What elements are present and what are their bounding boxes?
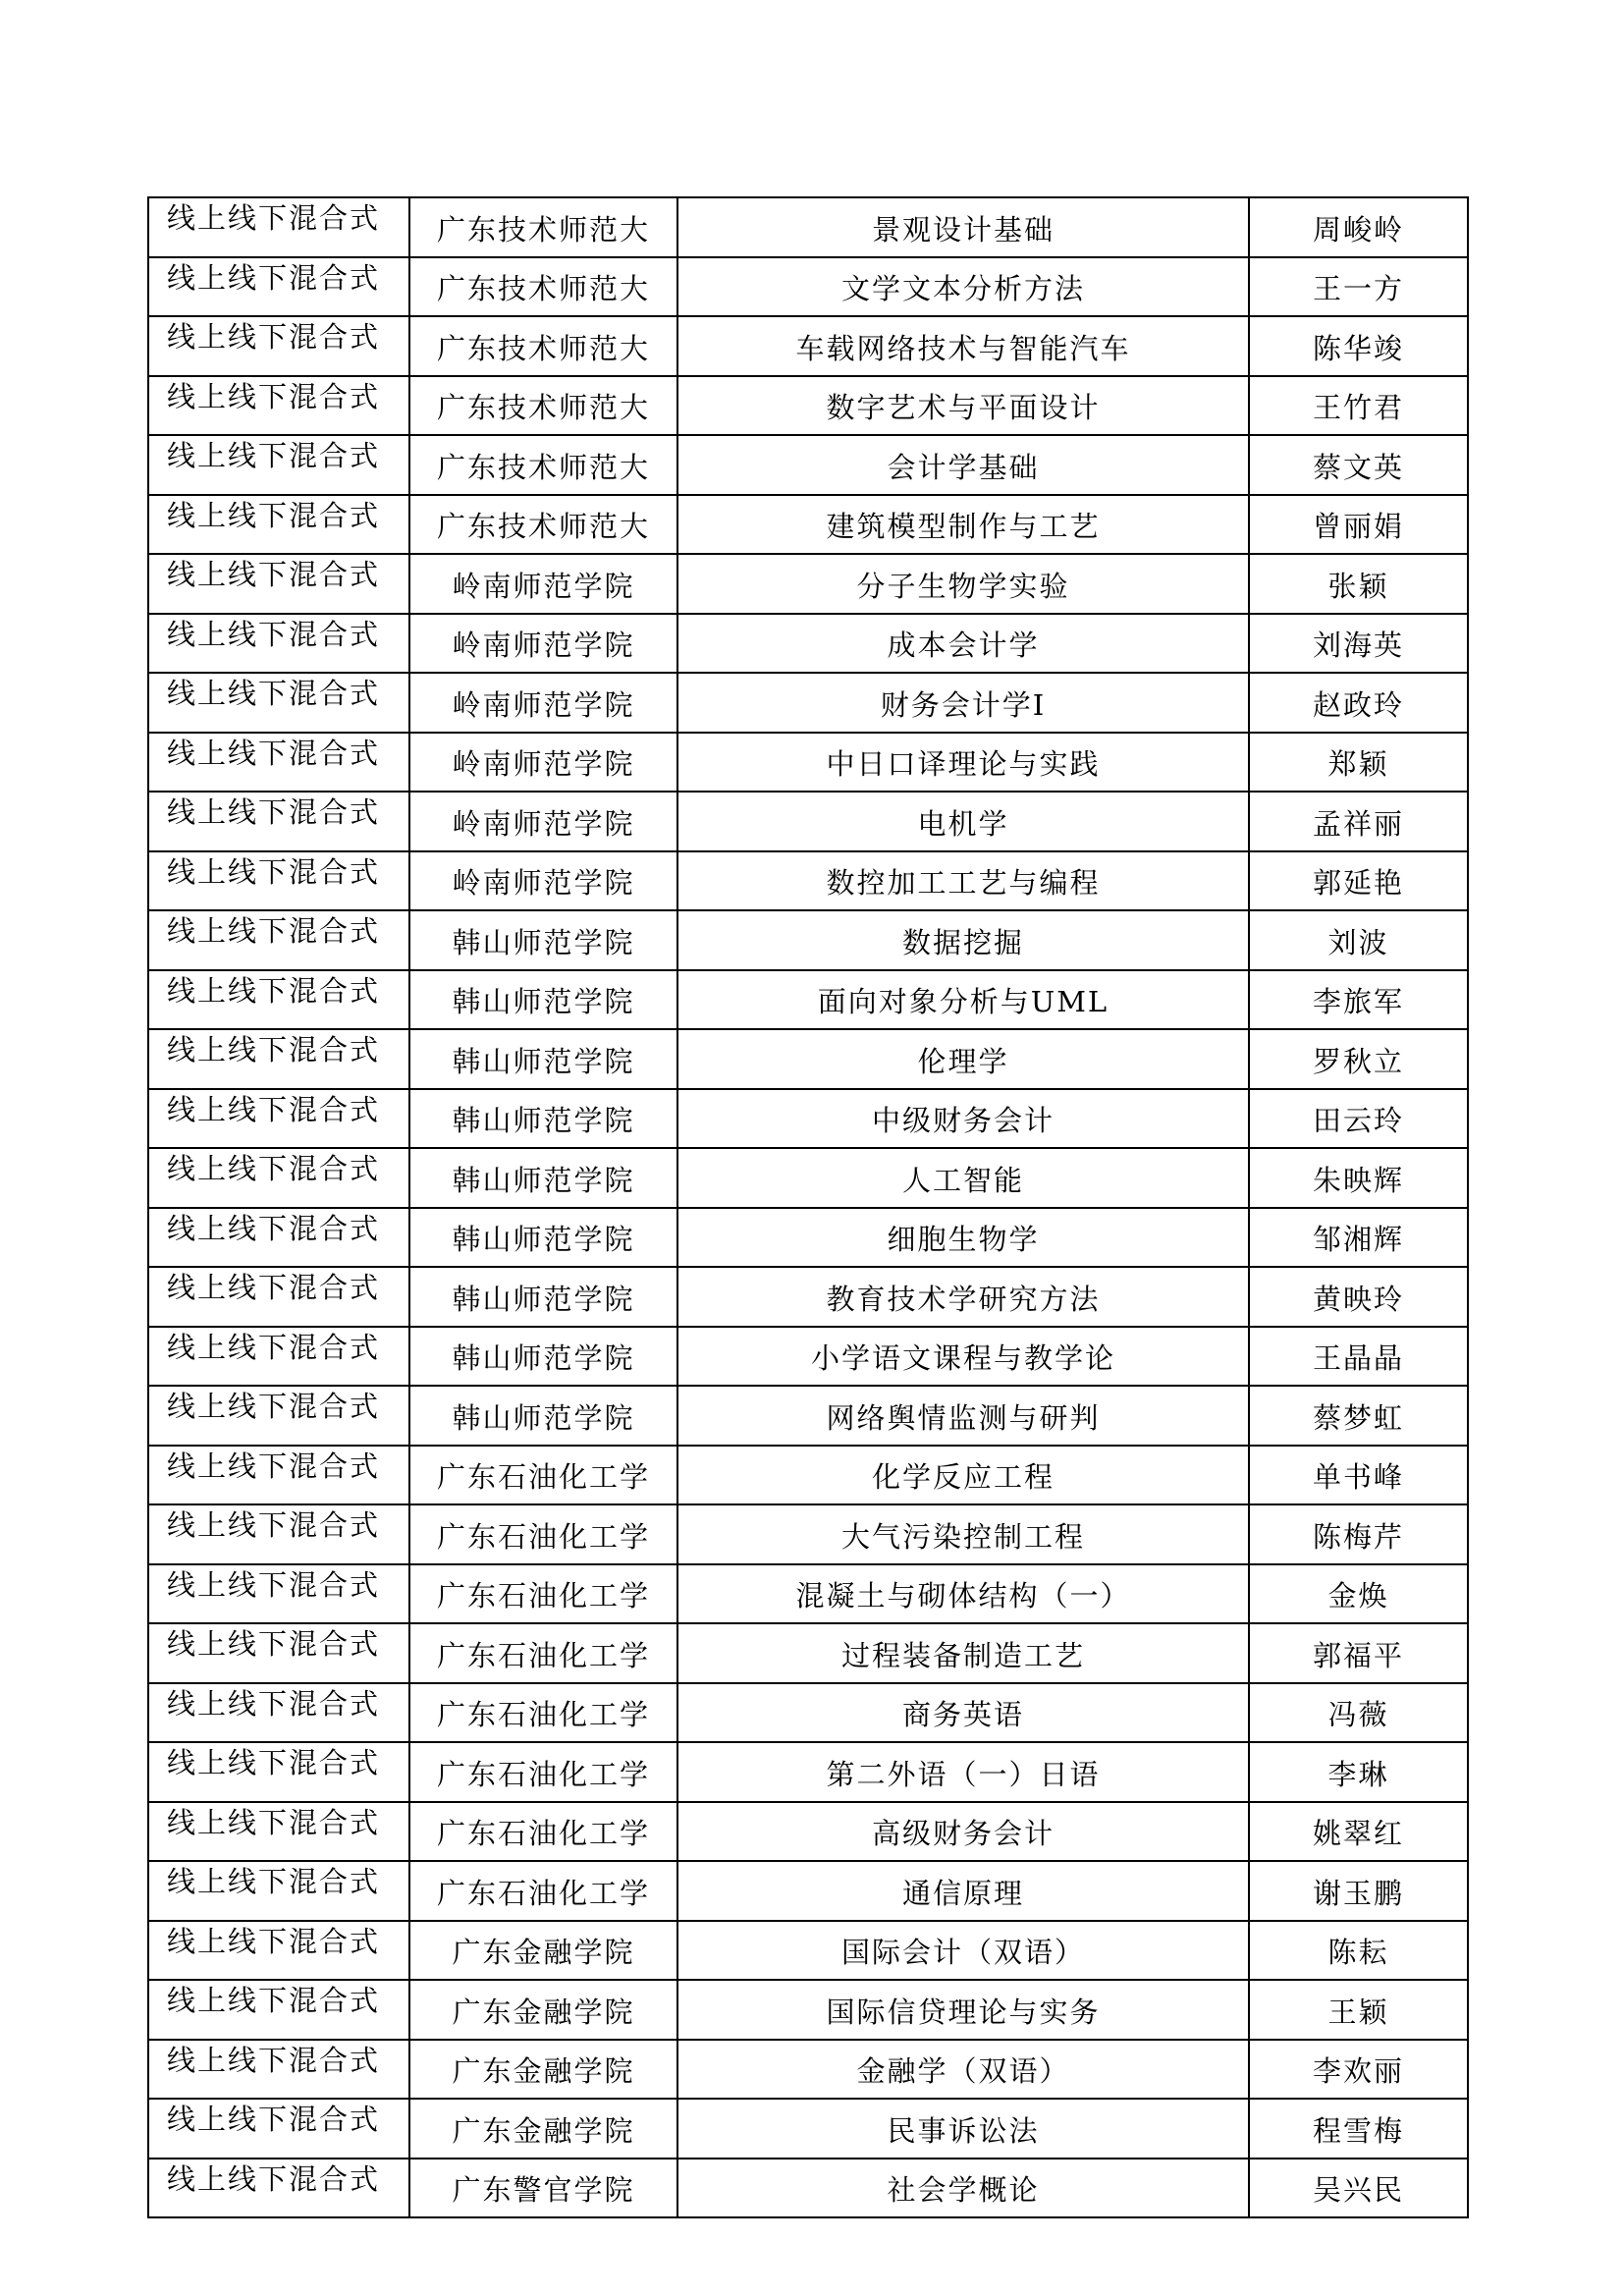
cell-course-name: 数据挖掘 [677,910,1249,970]
cell-school: 广东金融学院 [409,2040,677,2100]
cell-teaching-mode: 线上线下混合式 [148,1029,409,1089]
cell-course-name: 混凝土与砌体结构（一） [677,1564,1249,1624]
cell-course-name: 金融学（双语） [677,2040,1249,2100]
cell-school: 广东石油化工学 [409,1802,677,1862]
cell-school: 广东石油化工学 [409,1504,677,1564]
table-row [148,495,1468,555]
table-row [148,1446,1468,1505]
table-row [148,733,1468,793]
table-row [148,1208,1468,1268]
cell-course-name: 社会学概论 [677,2159,1249,2218]
table-row [148,792,1468,851]
cell-teaching-mode: 线上线下混合式 [148,1267,409,1327]
cell-course-name: 高级财务会计 [677,1802,1249,1862]
cell-school: 岭南师范学院 [409,554,677,614]
table-body [148,197,1468,2217]
cell-teaching-mode: 线上线下混合式 [148,851,409,911]
table-row [148,673,1468,733]
table-row [148,1921,1468,1981]
table-row [148,910,1468,970]
table-row [148,1802,1468,1862]
cell-teacher: 黄映玲 [1249,1267,1468,1327]
cell-teaching-mode: 线上线下混合式 [148,197,409,257]
cell-teaching-mode: 线上线下混合式 [148,1564,409,1624]
cell-course-name: 景观设计基础 [677,197,1249,257]
cell-teacher: 李欢丽 [1249,2040,1468,2100]
cell-school: 岭南师范学院 [409,851,677,911]
table-row [148,376,1468,436]
cell-teaching-mode: 线上线下混合式 [148,1327,409,1387]
cell-course-name: 文学文本分析方法 [677,257,1249,317]
cell-course-name: 人工智能 [677,1148,1249,1208]
cell-school: 广东石油化工学 [409,1564,677,1624]
cell-school: 广东石油化工学 [409,1623,677,1683]
cell-teacher: 陈华竣 [1249,316,1468,376]
cell-teacher: 王颖 [1249,1980,1468,2040]
cell-school: 韩山师范学院 [409,1148,677,1208]
cell-course-name: 通信原理 [677,1861,1249,1921]
cell-school: 广东石油化工学 [409,1861,677,1921]
cell-course-name: 小学语文课程与教学论 [677,1327,1249,1387]
cell-course-name: 会计学基础 [677,435,1249,495]
cell-teacher: 陈梅芹 [1249,1504,1468,1564]
cell-school: 韩山师范学院 [409,1029,677,1089]
cell-course-name: 国际信贷理论与实务 [677,1980,1249,2040]
table-row [148,1742,1468,1802]
cell-course-name: 中日口译理论与实践 [677,733,1249,793]
cell-teacher: 冯薇 [1249,1683,1468,1743]
cell-teaching-mode: 线上线下混合式 [148,2099,409,2159]
cell-school: 岭南师范学院 [409,614,677,674]
cell-course-name: 化学反应工程 [677,1446,1249,1505]
cell-teaching-mode: 线上线下混合式 [148,2040,409,2100]
cell-teaching-mode: 线上线下混合式 [148,1386,409,1446]
cell-course-name: 第二外语（一）日语 [677,1742,1249,1802]
cell-teacher: 罗秋立 [1249,1029,1468,1089]
cell-school: 韩山师范学院 [409,1386,677,1446]
cell-teaching-mode: 线上线下混合式 [148,316,409,376]
table-row [148,2099,1468,2159]
cell-teacher: 蔡文英 [1249,435,1468,495]
cell-course-name: 伦理学 [677,1029,1249,1089]
table-row [148,197,1468,257]
cell-course-name: 细胞生物学 [677,1208,1249,1268]
cell-course-name: 成本会计学 [677,614,1249,674]
table-row [148,1327,1468,1387]
cell-teacher: 李旅军 [1249,970,1468,1030]
cell-course-name: 过程装备制造工艺 [677,1623,1249,1683]
table-row [148,1623,1468,1683]
table-row [148,1029,1468,1089]
cell-course-name: 电机学 [677,792,1249,851]
cell-school: 岭南师范学院 [409,733,677,793]
table-row [148,1504,1468,1564]
cell-school: 广东技术师范大 [409,257,677,317]
cell-teaching-mode: 线上线下混合式 [148,1921,409,1981]
cell-teaching-mode: 线上线下混合式 [148,1208,409,1268]
cell-teacher: 陈耘 [1249,1921,1468,1981]
cell-school: 广东石油化工学 [409,1446,677,1505]
cell-teaching-mode: 线上线下混合式 [148,554,409,614]
table-row [148,316,1468,376]
cell-teaching-mode: 线上线下混合式 [148,1623,409,1683]
cell-teacher: 朱映辉 [1249,1148,1468,1208]
cell-teaching-mode: 线上线下混合式 [148,435,409,495]
table-row [148,970,1468,1030]
cell-school: 广东石油化工学 [409,1742,677,1802]
cell-school: 广东技术师范大 [409,197,677,257]
cell-teaching-mode: 线上线下混合式 [148,1980,409,2040]
cell-school: 广东金融学院 [409,2099,677,2159]
table-row [148,1148,1468,1208]
cell-school: 韩山师范学院 [409,1327,677,1387]
cell-teacher: 王一方 [1249,257,1468,317]
cell-school: 广东警官学院 [409,2159,677,2218]
cell-teacher: 李琳 [1249,1742,1468,1802]
cell-course-name: 国际会计（双语） [677,1921,1249,1981]
table-row [148,1089,1468,1149]
cell-course-name: 车载网络技术与智能汽车 [677,316,1249,376]
cell-teacher: 张颖 [1249,554,1468,614]
cell-teacher: 邹湘辉 [1249,1208,1468,1268]
cell-school: 广东石油化工学 [409,1683,677,1743]
cell-teacher: 刘波 [1249,910,1468,970]
cell-course-name: 大气污染控制工程 [677,1504,1249,1564]
cell-course-name: 中级财务会计 [677,1089,1249,1149]
cell-school: 广东金融学院 [409,1921,677,1981]
cell-teacher: 王竹君 [1249,376,1468,436]
cell-teacher: 蔡梦虹 [1249,1386,1468,1446]
table-row [148,554,1468,614]
cell-teacher: 刘海英 [1249,614,1468,674]
table-row [148,257,1468,317]
cell-course-name: 民事诉讼法 [677,2099,1249,2159]
cell-teaching-mode: 线上线下混合式 [148,1148,409,1208]
table-row [148,2159,1468,2218]
table-row [148,1386,1468,1446]
cell-school: 韩山师范学院 [409,1089,677,1149]
cell-teaching-mode: 线上线下混合式 [148,1504,409,1564]
cell-teacher: 郭福平 [1249,1623,1468,1683]
cell-teaching-mode: 线上线下混合式 [148,673,409,733]
cell-teacher: 程雪梅 [1249,2099,1468,2159]
cell-teacher: 曾丽娟 [1249,495,1468,555]
course-list-table [147,196,1469,2218]
table-row [148,2040,1468,2100]
cell-course-name: 建筑模型制作与工艺 [677,495,1249,555]
cell-school: 韩山师范学院 [409,1267,677,1327]
cell-school: 广东技术师范大 [409,435,677,495]
cell-teacher: 金焕 [1249,1564,1468,1624]
cell-teaching-mode: 线上线下混合式 [148,910,409,970]
cell-teaching-mode: 线上线下混合式 [148,733,409,793]
cell-teacher: 孟祥丽 [1249,792,1468,851]
cell-teacher: 单书峰 [1249,1446,1468,1505]
cell-course-name: 数字艺术与平面设计 [677,376,1249,436]
cell-teacher: 周峻岭 [1249,197,1468,257]
cell-school: 广东技术师范大 [409,376,677,436]
cell-course-name: 教育技术学研究方法 [677,1267,1249,1327]
cell-course-name: 分子生物学实验 [677,554,1249,614]
cell-school: 广东技术师范大 [409,495,677,555]
table-row [148,1683,1468,1743]
cell-course-name: 商务英语 [677,1683,1249,1743]
cell-teacher: 姚翠红 [1249,1802,1468,1862]
cell-course-name: 财务会计学Ⅰ [677,673,1249,733]
cell-teaching-mode: 线上线下混合式 [148,495,409,555]
table-row [148,851,1468,911]
cell-teaching-mode: 线上线下混合式 [148,376,409,436]
cell-teaching-mode: 线上线下混合式 [148,970,409,1030]
cell-teaching-mode: 线上线下混合式 [148,1446,409,1505]
cell-course-name: 网络舆情监测与研判 [677,1386,1249,1446]
cell-teacher: 赵政玲 [1249,673,1468,733]
cell-teacher: 王晶晶 [1249,1327,1468,1387]
table-row [148,435,1468,495]
table-row [148,614,1468,674]
cell-school: 韩山师范学院 [409,970,677,1030]
cell-teaching-mode: 线上线下混合式 [148,257,409,317]
cell-teaching-mode: 线上线下混合式 [148,1683,409,1743]
cell-school: 广东技术师范大 [409,316,677,376]
table-row [148,1564,1468,1624]
table-row [148,1861,1468,1921]
cell-teaching-mode: 线上线下混合式 [148,614,409,674]
cell-course-name: 面向对象分析与UML [677,970,1249,1030]
table-row [148,1267,1468,1327]
cell-school: 岭南师范学院 [409,673,677,733]
cell-school: 广东金融学院 [409,1980,677,2040]
cell-teaching-mode: 线上线下混合式 [148,1861,409,1921]
cell-teaching-mode: 线上线下混合式 [148,792,409,851]
cell-teaching-mode: 线上线下混合式 [148,1742,409,1802]
cell-teaching-mode: 线上线下混合式 [148,2159,409,2218]
table-row [148,1980,1468,2040]
cell-course-name: 数控加工工艺与编程 [677,851,1249,911]
cell-teacher: 郑颖 [1249,733,1468,793]
cell-teaching-mode: 线上线下混合式 [148,1802,409,1862]
cell-teaching-mode: 线上线下混合式 [148,1089,409,1149]
cell-teacher: 田云玲 [1249,1089,1468,1149]
cell-teacher: 吴兴民 [1249,2159,1468,2218]
cell-teacher: 谢玉鹏 [1249,1861,1468,1921]
cell-school: 韩山师范学院 [409,910,677,970]
cell-school: 岭南师范学院 [409,792,677,851]
cell-school: 韩山师范学院 [409,1208,677,1268]
cell-teacher: 郭延艳 [1249,851,1468,911]
